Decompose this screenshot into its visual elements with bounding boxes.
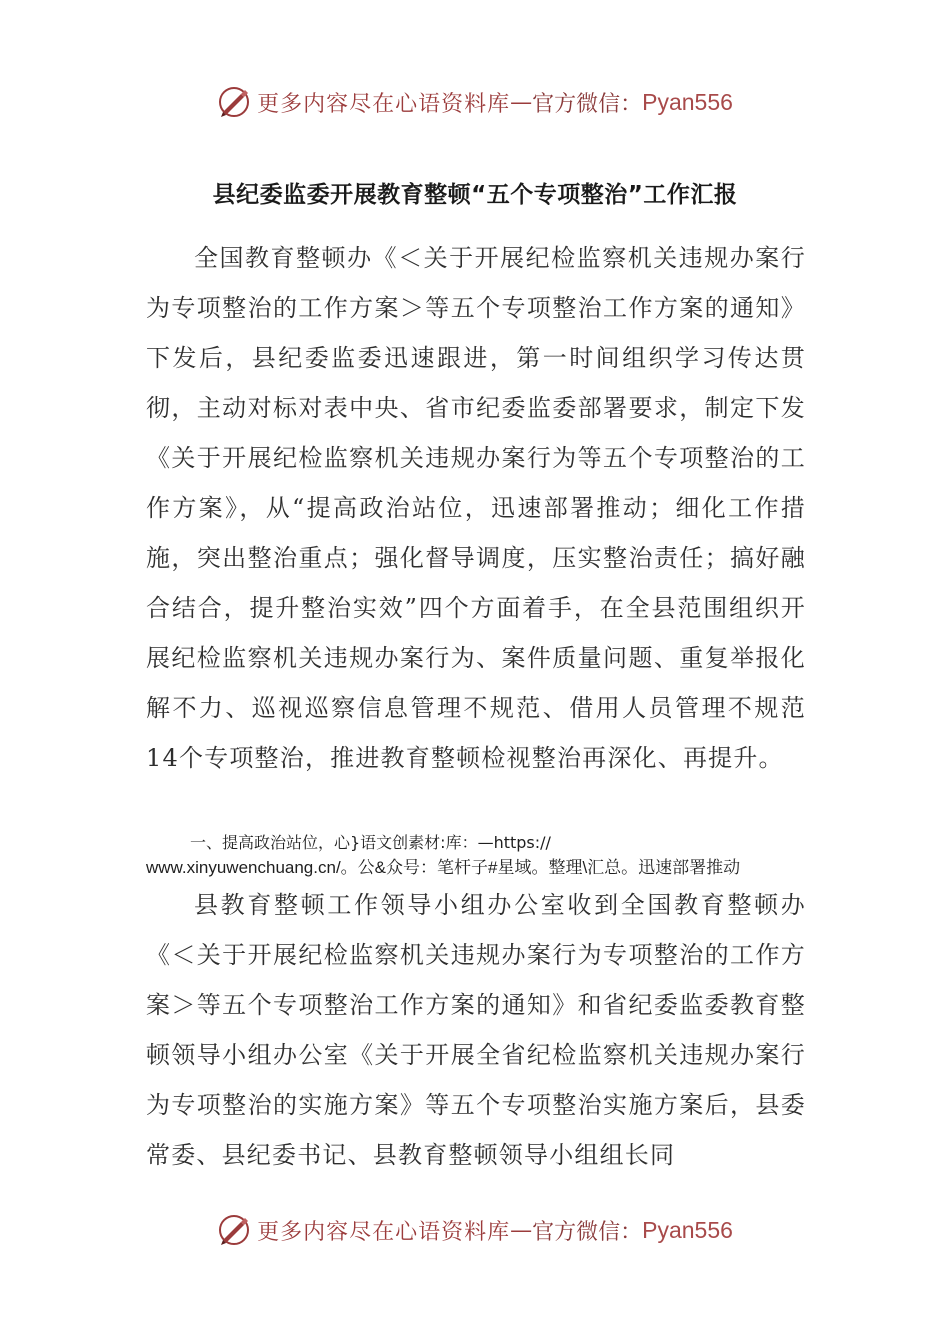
banner-contact-id: Pyan556 — [642, 1216, 733, 1243]
pen-logo-icon — [217, 1213, 251, 1247]
banner-contact-id: Pyan556 — [642, 88, 733, 115]
footer-banner — [0, 1210, 950, 1250]
paragraph-2: 县教育整顿工作领导小组办公室收到全国教育整顿办《＜关于开展纪检监察机关违规办案行为专项整治的工作方案＞等五个专项整治工作方案的通知》和省纪委监委教育整顿领导小组办公室《关于开展全省纪检监察机关违规办案行为专项整治的实施方案》等五个专项整治实施方案后，县委常委、县纪委书记、县教育整顿领导小组组长同 — [146, 891, 806, 1169]
section-heading-line-2: www.xinyuwenchuang.cn/。公&众号：笔杆子#星域。整理\汇总。迅速部署推动 — [146, 858, 741, 877]
banner-text: 更多内容尽在心语资料库 — [257, 91, 511, 117]
document-title: 县纪委监委开展教育整顿“五个专项整治”工作汇报 — [212, 182, 738, 208]
banner-contact-label: 官方微信： — [532, 91, 643, 117]
section-heading-line-1: 一、提高政治站位，心}语文创素材:库：—https:// — [190, 833, 551, 852]
banner-contact-label: 官方微信： — [532, 1219, 643, 1245]
header-banner — [0, 82, 950, 122]
section-heading — [146, 830, 806, 880]
paragraph-1: 全国教育整顿办《＜关于开展纪检监察机关违规办案行为专项整治的工作方案＞等五个专项整治工作方案的通知》下发后，县纪委监委迅速跟进，第一时间组织学习传达贯彻，主动对标对表中央、省市纪委监委部署要求，制定下发《关于开展纪检监察机关违规办案行为等五个专项整治的工作方案》，从“提高政治站位，迅速部署推动；细化工作措施，突出整治重点；强化督导调度，压实整治责任；搞好融合结合，提升整治实效”四个方面着手，在全县范围组织开展纪检监察机关违规办案行为、案件质量问题、重复举报化解不力、巡视巡察信息管理不规范、借用人员管理不规范14个专项整治，推进教育整顿检视整治再深化、再提升。 — [146, 244, 806, 772]
banner-text: 更多内容尽在心语资料库 — [257, 1219, 511, 1245]
banner-separator: — — [510, 1217, 533, 1243]
pen-logo-icon — [217, 85, 251, 119]
banner-separator: — — [510, 89, 533, 115]
